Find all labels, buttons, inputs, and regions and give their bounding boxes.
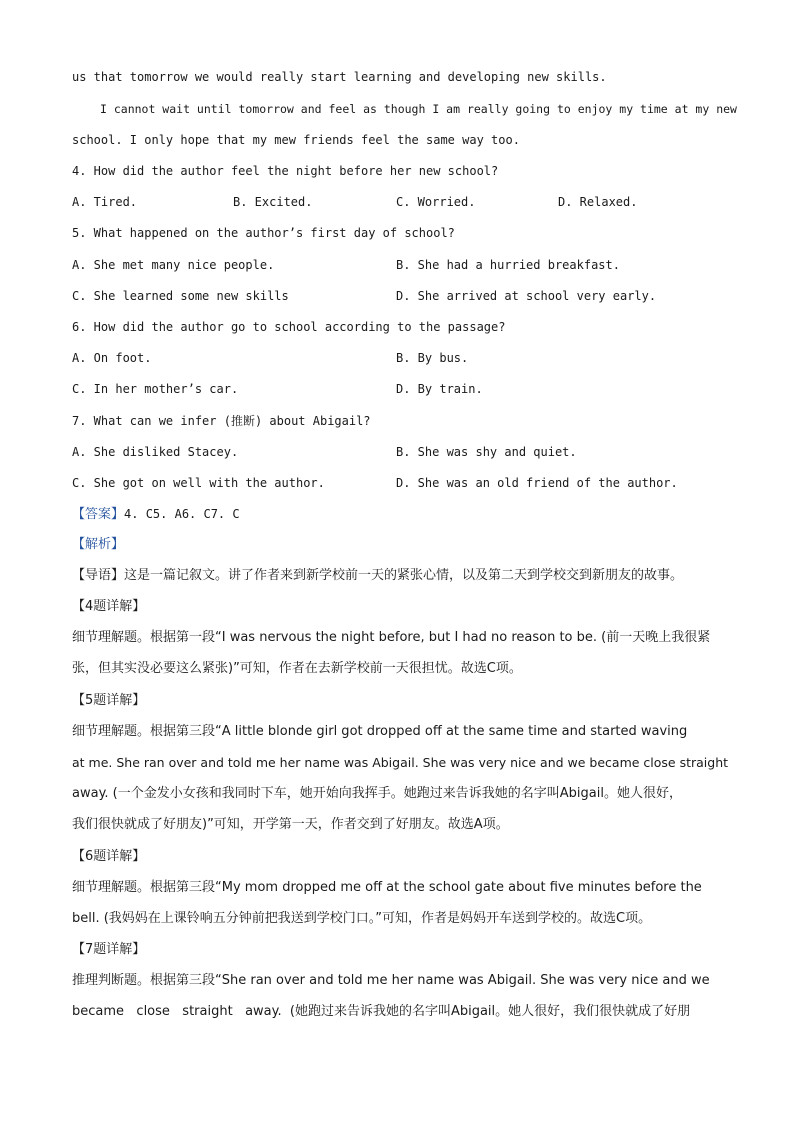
option-5d: D. She arrived at school very early.: [396, 289, 657, 303]
question-stem-7: 7. What can we infer (推断) about Abigail?: [72, 414, 371, 428]
option-5c: C. She learned some new skills: [72, 289, 289, 303]
q4-heading: 【4题详解】: [72, 599, 146, 614]
passage-line: I cannot wait until tomorrow and feel as though I am really going to enjoy my time at my new: [100, 102, 737, 116]
answer-tag: 【答案】: [72, 507, 125, 522]
option-5b: B. She had a hurried breakfast.: [396, 258, 620, 272]
passage-line: us that tomorrow we would really start learning and developing new skills.: [72, 70, 607, 84]
option-6b: B. By bus.: [396, 351, 469, 365]
q6-heading: 【6题详解】: [72, 849, 146, 864]
q7-explanation-line: 推理判断题。根据第三段“She ran over and told me her name was Abigail. She was very nice and we: [72, 973, 710, 988]
q5-explanation-line: at me. She ran over and told me her name was Abigail. She was very nice and we became close straight: [72, 755, 729, 770]
answer-line: [72, 505, 240, 524]
option-6d: D. By train.: [396, 382, 483, 396]
option-4d: D. Relaxed.: [558, 195, 638, 209]
option-7b: B. She was shy and quiet.: [396, 445, 577, 459]
option-6a: A. On foot.: [72, 351, 152, 365]
option-4b: B. Excited.: [233, 195, 313, 209]
analysis-intro: 【导语】这是一篇记叙文。讲了作者来到新学校前一天的紧张心情，以及第二天到学校交到新朋友的故事。: [72, 568, 684, 583]
passage-line: school. I only hope that my mew friends feel the same way too.: [72, 133, 520, 147]
question-stem-4: 4. How did the author feel the night before her new school?: [72, 164, 499, 178]
question-stem-5: 5. What happened on the author’s first day of school?: [72, 226, 455, 240]
option-5a: A. She met many nice people.: [72, 258, 275, 272]
option-7c: C. She got on well with the author.: [72, 476, 325, 490]
option-7d: D. She was an old friend of the author.: [396, 476, 678, 490]
q7-heading: 【7题详解】: [72, 942, 146, 957]
answer-text: 4. C5. A6. C7. C: [124, 507, 240, 521]
question-stem-6: 6. How did the author go to school according to the passage?: [72, 320, 506, 334]
q6-explanation-line: bell. (我妈妈在上课铃响五分钟前把我送到学校门口。”可知，作者是妈妈开车送到学校的。故选C项。: [72, 911, 652, 926]
analysis-tag: 【解析】: [72, 537, 125, 552]
q7-explanation-line: became close straight away. (她跑过来告诉我她的名字叫Abigail。她人很好，我们很快就成了好朋: [72, 1004, 691, 1019]
option-6c: C. In her mother’s car.: [72, 382, 239, 396]
q5-explanation-line: away. (一个金发小女孩和我同时下车，她开始向我挥手。她跑过来告诉我她的名字叫Abigail。她人很好，: [72, 786, 682, 801]
q5-explanation-line: 细节理解题。根据第三段“A little blonde girl got dropped off at the same time and started waving: [72, 724, 688, 739]
option-7a: A. She disliked Stacey.: [72, 445, 239, 459]
q4-explanation-line: 细节理解题。根据第一段“I was nervous the night before, but I had no reason to be. (前一天晚上我很紧: [72, 630, 711, 645]
option-4a: A. Tired.: [72, 195, 138, 209]
q6-explanation-line: 细节理解题。根据第三段“My mom dropped me off at the school gate about five minutes before the: [72, 880, 702, 895]
q5-heading: 【5题详解】: [72, 693, 146, 708]
q5-explanation-line: 我们很快就成了好朋友)”可知，开学第一天，作者交到了好朋友。故选A项。: [72, 817, 509, 832]
option-4c: C. Worried.: [396, 195, 476, 209]
q4-explanation-line: 张，但其实没必要这么紧张)”可知，作者在去新学校前一天很担忧。故选C项。: [72, 661, 522, 676]
